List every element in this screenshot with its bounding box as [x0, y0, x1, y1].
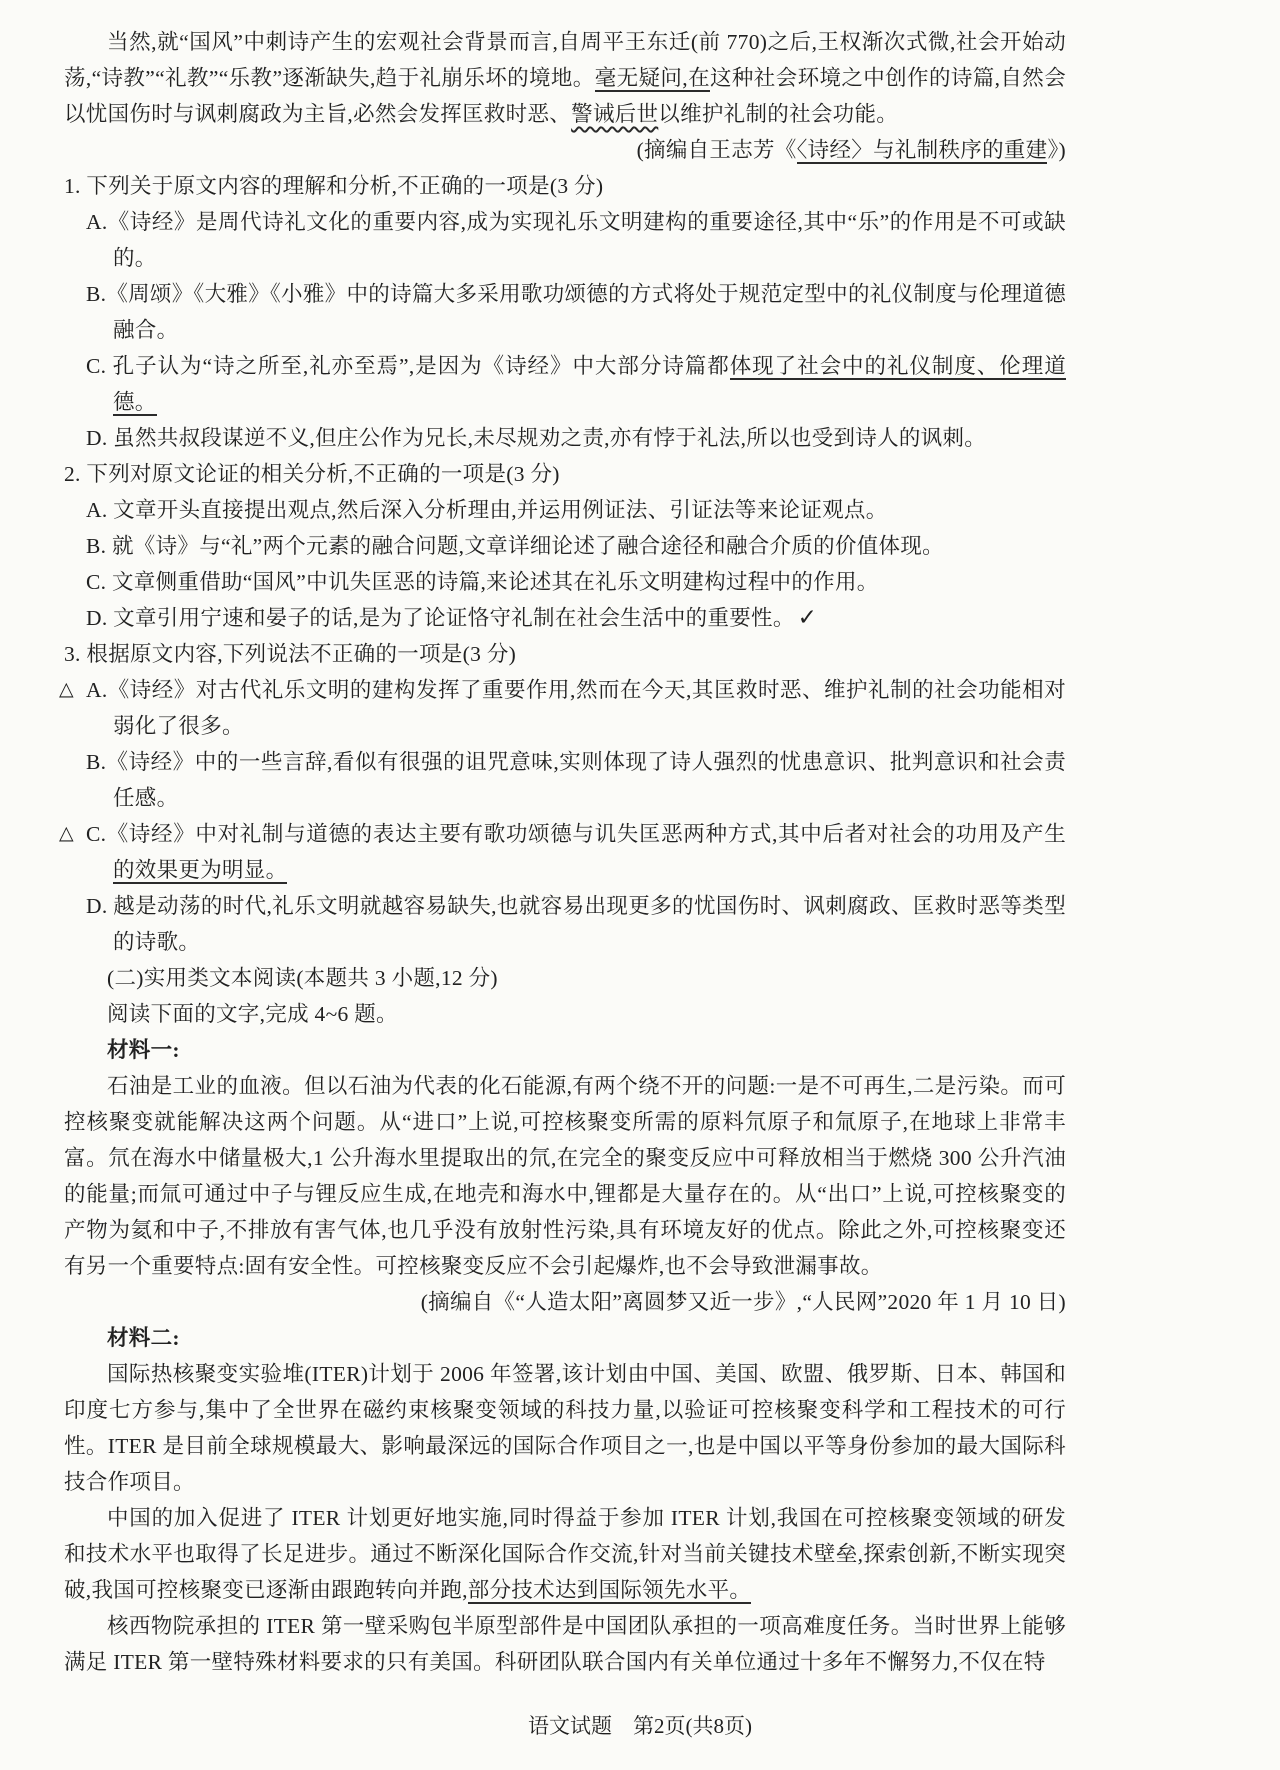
question-3-option-a	[59, 672, 1066, 744]
question-2-option-d	[86, 600, 1066, 636]
intro-wavy-phrase: 警诫后世	[571, 102, 659, 126]
triangle-mark-a: △	[59, 679, 74, 700]
intro-seg-3: 以维护礼制的社会功能。	[658, 102, 899, 126]
material-2-paragraph-2	[64, 1500, 1066, 1608]
checkmark-annotation: ✓	[797, 605, 818, 631]
paragraph-2-underlined: 部分技术达到国际领先水平。	[467, 1578, 752, 1602]
material-2-label: 材料二:	[107, 1326, 180, 1350]
source-suffix: 》)	[1047, 138, 1066, 162]
intro-source-attribution	[64, 132, 1066, 168]
question-2-stem: 2. 下列对原文论证的相关分析,不正确的一项是(3 分)	[64, 462, 560, 486]
source-prefix: (摘编自王志芳《	[636, 138, 797, 162]
page-content	[59, 24, 1066, 1680]
option-d-text: D. 文章引用宁速和晏子的话,是为了论证恪守礼制在社会生活中的重要性。	[86, 606, 795, 630]
question-2-option-b: B. 就《诗》与“礼”两个元素的融合问题,文章详细论述了融合途径和融合介质的价值体现。	[86, 534, 944, 558]
intro-seg-2: 这种社会环境之中创作的诗篇,自然会以忧国伤时与讽刺腐政为主旨,必然会发挥匡救时恶、	[64, 66, 1066, 126]
option-a-text: A.《诗经》对古代礼乐文明的建构发挥了重要作用,然而在今天,其匡救时恶、维护礼制的社会功能相对弱化了很多。	[86, 678, 1066, 738]
question-1-option-d: D. 虽然共叔段谋逆不义,但庄公作为兄长,未尽规劝之责,亦有悖于礼法,所以也受到诗人的讽刺。	[86, 426, 987, 450]
question-3-option-c	[59, 816, 1066, 888]
question-3-option-b: B.《诗经》中的一些言辞,看似有很强的诅咒意味,实则体现了诗人强烈的忧患意识、批判意识和社会责任感。	[86, 750, 1066, 810]
triangle-mark-c: △	[59, 823, 74, 844]
question-1-option-a: A.《诗经》是周代诗礼文化的重要内容,成为实现礼乐文明建构的重要途径,其中“乐”的作用是不可或缺的。	[86, 210, 1066, 270]
question-1-option-b: B.《周颂》《大雅》《小雅》中的诗篇大多采用歌功颂德的方式将处于规范定型中的礼仪制度与伦理道德融合。	[86, 282, 1066, 342]
option-c-underlined: 体现了社会中的礼仪制度、伦理道德。	[113, 354, 1066, 414]
question-2-option-a: A. 文章开头直接提出观点,然后深入分析理由,并运用例证法、引证法等来论证观点。	[86, 498, 888, 522]
material-1-paragraph: 石油是工业的血液。但以石油为代表的化石能源,有两个绕不开的问题:一是不可再生,二是污染。而可控核聚变就能解决这两个问题。从“进口”上说,可控核聚变所需的原料氘原子和氚原子,在地球上非常丰富。氘在海水中储量极大,1 公升海水里提取出的氘,在完全的聚变反应中可释放相当于燃烧 300 公升汽油的能量;而氚可通过中子与锂反应生成,在地壳和海水中,锂都是大量存在的。从“出口”上说,可控核聚变的产物为氦和中子,不排放有害气体,也几乎没有放射性污染,具有环境友好的优点。除此之外,可控核聚变还有另一个重要特点:固有安全性。可控核聚变反应不会引起爆炸,也不会导致泄漏事故。	[64, 1074, 1066, 1278]
material-2-paragraph-3: 核西物院承担的 ITER 第一壁采购包半原型部件是中国团队承担的一项高难度任务。当时世界上能够满足 ITER 第一壁特殊材料要求的只有美国。科研团队联合国内有关单位通过十多年不懈努力,不仅在特	[64, 1614, 1066, 1674]
material-2-paragraph-1: 国际热核聚变实验堆(ITER)计划于 2006 年签署,该计划由中国、美国、欧盟、俄罗斯、日本、韩国和印度七方参与,集中了全世界在磁约束核聚变领域的科技力量,以验证可控核聚变科学和工程技术的可行性。ITER 是目前全球规模最大、影响最深远的国际合作项目之一,也是中国以平等身份参加的最大国际科技合作项目。	[64, 1362, 1066, 1494]
paragraph-2-text: 中国的加入促进了 ITER 计划更好地实施,同时得益于参加 ITER 计划,我国在可控核聚变领域的研发和技术水平也取得了长足进步。通过不断深化国际合作交流,针对当前关键技术壁垒,探索创新,不断实现突破,我国可控核聚变已逐渐由跟跑转向并跑,	[64, 1506, 1066, 1602]
question-3-option-d: D. 越是动荡的时代,礼乐文明就越容易缺失,也就容易出现更多的忧国伤时、讽刺腐政、匡救时恶等类型的诗歌。	[86, 894, 1066, 954]
question-1-stem: 1. 下列关于原文内容的理解和分析,不正确的一项是(3 分)	[64, 174, 604, 198]
option-c-text: C. 孔子认为“诗之所至,礼亦至焉”,是因为《诗经》中大部分诗篇都	[86, 354, 730, 378]
section-2-heading: (二)实用类文本阅读(本题共 3 小题,12 分)	[107, 966, 498, 990]
section-2-instruction: 阅读下面的文字,完成 4~6 题。	[107, 1002, 398, 1026]
page-footer: 语文试题 第2页(共8页)	[528, 1714, 752, 1738]
material-1-label: 材料一:	[107, 1038, 180, 1062]
option-c-underlined: 的效果更为明显。	[113, 858, 288, 882]
question-1-option-c	[86, 348, 1066, 420]
intro-paragraph	[64, 24, 1066, 132]
question-2-option-c: C. 文章侧重借助“国风”中讥失匡恶的诗篇,来论述其在礼乐文明建构过程中的作用。	[86, 570, 879, 594]
intro-seg-1: 当然,就“国风”中刺诗产生的宏观社会背景而言,自周平王东迁(前 770)之后,王权渐次式微,社会开始动荡,“诗教”“礼教”“乐教”逐渐缺失,趋于礼崩乐坏的境地。	[64, 30, 1066, 90]
question-3-stem: 3. 根据原文内容,下列说法不正确的一项是(3 分)	[64, 642, 517, 666]
intro-underline-phrase: 毫无疑问,在	[594, 66, 710, 90]
material-1-source: (摘编自《“人造太阳”离圆梦又近一步》,“人民网”2020 年 1 月 10 日)	[420, 1290, 1066, 1314]
source-title-underlined: 〈诗经〉与礼制秩序的重建	[796, 138, 1048, 162]
option-c-text: C.《诗经》中对礼制与道德的表达主要有歌功颂德与讥失匡恶两种方式,其中后者对社会的功用及产生	[86, 822, 1066, 846]
